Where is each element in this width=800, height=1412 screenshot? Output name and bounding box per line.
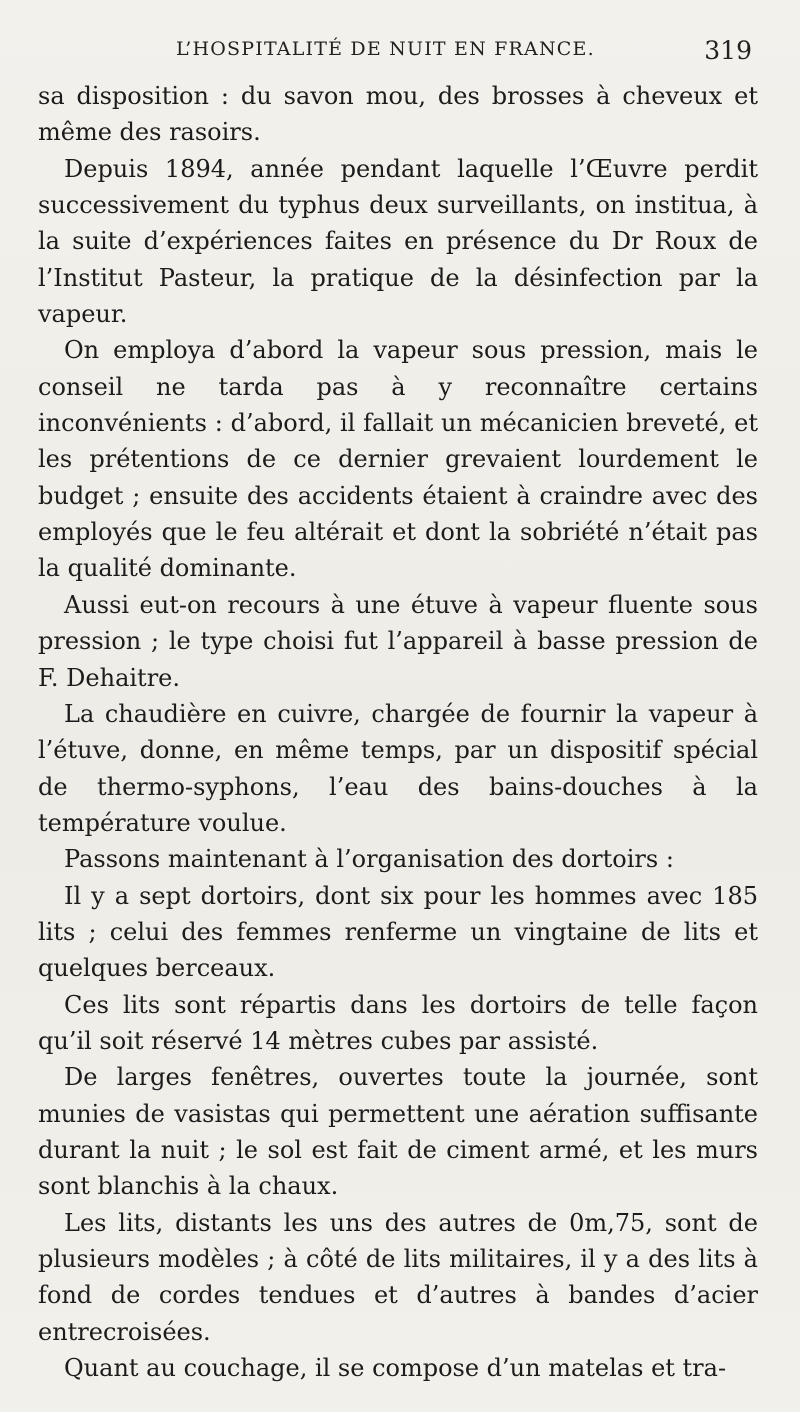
page-number: 319: [704, 36, 752, 65]
paragraph-boiler: La chaudière en cuivre, chargée de fournir la vapeur à l’étuve, donne, en même temps, par un dispositif spécial de thermo-syphons, l’eau des bains-douches à la température voulue.: [38, 699, 758, 837]
paragraph-dormitories-intro: Passons maintenant à l’organisation des dortoirs :: [64, 845, 674, 874]
paragraph-bed-distribution: Ces lits sont répartis dans les dortoirs de telle façon qu’il soit réservé 14 mètres cubes par assisté.: [38, 990, 758, 1055]
page-header: [0, 34, 800, 74]
paragraph-bedding: Quant au couchage, il se compose d’un matelas et tra-: [64, 1354, 727, 1383]
paragraph-continuation: sa disposition : du savon mou, des brosses à cheveux et même des rasoirs.: [38, 82, 758, 147]
paragraph-bed-models: Les lits, distants les uns des autres de 0m,75, sont de plusieurs modèles ; à côté de lits militaires, il y a des lits à fond de cordes tendues et d’autres à bandes d’acier entrecroisées.: [38, 1208, 758, 1346]
paragraph-dormitory-count: Il y a sept dortoirs, dont six pour les hommes avec 185 lits ; celui des femmes renferme un vingtaine de lits et quelques berceaux.: [38, 881, 758, 983]
running-title: L’HOSPITALITÉ DE NUIT EN FRANCE.: [176, 38, 595, 60]
paragraph-steam-pressure: On employa d’abord la vapeur sous pression, mais le conseil ne tarda pas à y reconnaître certains inconvénients : d’abord, il fallait un mécanicien breveté, et les prétentions de ce dernier grevaient lourdement le budget ; ensuite des accidents étaient à craindre avec des employés que le feu altérait et dont la sobriété n’était pas la qualité dominante.: [38, 336, 758, 583]
paragraph-etuve: Aussi eut-on recours à une étuve à vapeur fluente sous pression ; le type choisi fut l’appareil à basse pression de F. Dehaitre.: [38, 590, 758, 692]
body-text: [38, 78, 758, 1386]
paragraph-windows: De larges fenêtres, ouvertes toute la journée, sont munies de vasistas qui permettent une aération suffisante durant la nuit ; le sol est fait de ciment armé, et les murs sont blanchis à la chaux.: [38, 1063, 758, 1201]
paragraph-disinfection: Depuis 1894, année pendant laquelle l’Œuvre perdit successivement du typhus deux surveillants, on institua, à la suite d’expériences faites en présence du Dr Roux de l’Institut Pasteur, la pratique de la désinfection par la vapeur.: [38, 154, 758, 329]
